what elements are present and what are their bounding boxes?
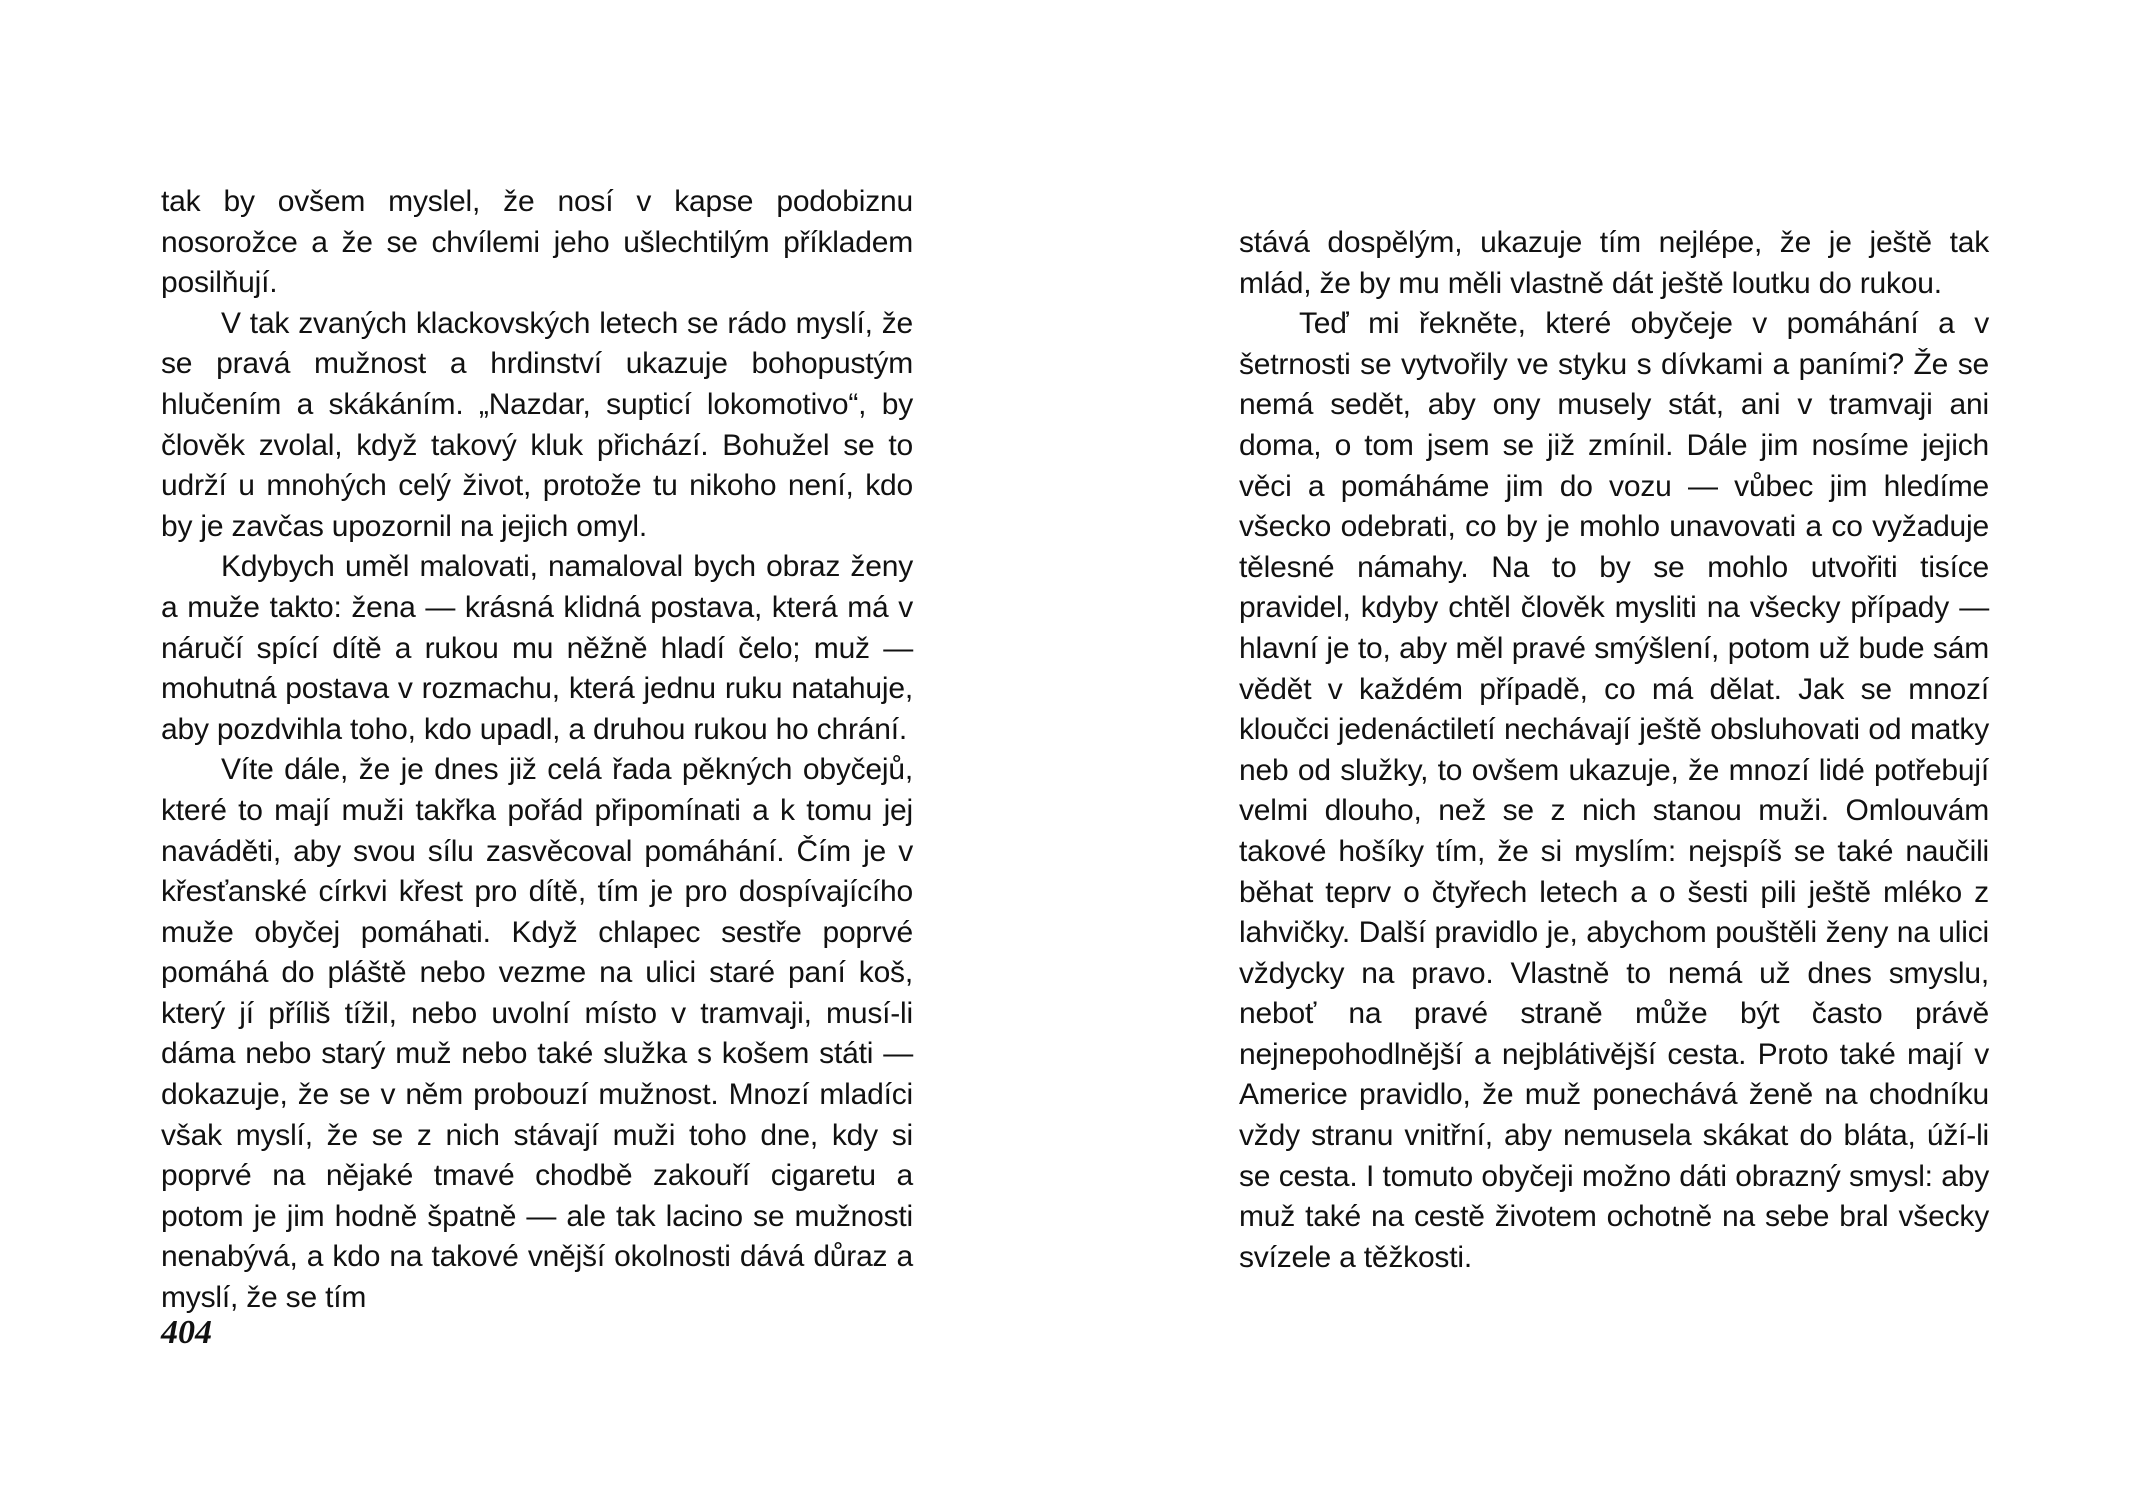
right-paragraph-2: Teď mi řekněte, které obyčeje v pomáhání a v šetrnosti se vytvořily ve styku s dívkami a paními? Že se nemá sedět, aby ony musely stát, ani v tramvaji ani doma, o tom jsem se již zmínil. Dále jim nosíme jejich věci a pomáháme jim do vozu — vůbec jim hledíme všecko odebrati, co by je mohlo unavovati a co vyžaduje tělesné námahy. Na to by se mohlo utvořiti tisíce pravidel, kdyby chtěl člověk mysliti na všecky případy — hlavní je to, aby měl pravé smýšlení, potom už bude sám vědět v každém případě, co má dělat. Jak se mnozí kloučci jedenáctiletí nechávají ještě obsluhovati od matky neb od služky, to ovšem ukazuje, že mnozí lidé potřebují velmi dlouho, než se z nich stanou muži. Omlouvám takové hošíky tím, že si myslím: nejspíš se také naučili běhat teprv o čtyřech letech a o šesti pili ještě mléko z lahvičky. Další pravidlo je, abychom pouštěli ženy na ulici vždycky na pravo. Vlastně to nemá už dnes smyslu, neboť na pravé straně může být často právě nejnepohodlnější a nejblátivější cesta. Proto také mají v Americe pravidlo, že muž ponechává ženě na chodníku vždy stranu vnitřní, aby nemusela skákat do bláta, úží-li se cesta. I tomuto obyčeji možno dáti obrazný smysl: aby muž také na cestě životem ochotně na sebe bral všecky svízele a těžkosti. xyxy=(1239,307,1989,1274)
left-page-text xyxy=(161,182,913,1319)
right-page-text xyxy=(1239,223,1989,1278)
page-number: 404 xyxy=(161,1314,212,1351)
left-paragraph-1: tak by ovšem myslel, že nosí v kapse podobiznu nosorožce a že se chvílemi jeho ušlechtilým příkladem posilňují. xyxy=(161,185,913,300)
right-page xyxy=(1069,0,2138,1500)
left-paragraph-4: Víte dále, že je dnes již celá řada pěkných obyčejů, které to mají muži takřka pořád připomínati a k tomu jej naváděti, aby svou sílu zasvěcoval pomáhání. Čím je v křesťanské církvi křest pro dítě, tím je pro dospívajícího muže obyčej pomáhati. Když chlapec sestře poprvé pomáhá do pláště nebo vezme na ulici staré paní koš, který jí příliš tížil, nebo uvolní místo v tramvaji, musí-li dáma nebo starý muž nebo také služka s košem státi — dokazuje, že se v něm probouzí mužnost. Mnozí mladíci však myslí, že se z nich stávají muži toho dne, kdy si poprvé na nějaké tmavé chodbě zakouří cigaretu a potom je jim hodně špatně — ale tak lacino se mužnosti nenabývá, a kdo na takové vnější okolnosti dává důraz a myslí, že se tím xyxy=(161,753,913,1315)
left-paragraph-2: V tak zvaných klackovských letech se rádo myslí, že se pravá mužnost a hrdinství ukazuje bohopustým hlučením a skákáním. „Nazdar, supticí lokomotivo“, by člověk zvolal, když takový kluk přichází. Bohužel se to udrží u mnohých celý život, protože tu nikoho není, kdo by je zavčas upozornil na jejich omyl. xyxy=(161,306,913,543)
right-paragraph-1: stává dospělým, ukazuje tím nejlépe, že je ještě tak mlád, že by mu měli vlastně dát ještě loutku do rukou. xyxy=(1239,226,1989,300)
left-paragraph-3: Kdybych uměl malovati, namaloval bych obraz ženy a muže takto: žena — krásná klidná postava, která má v náručí spící dítě a rukou mu něžně hladí čelo; muž — mohutná postava v rozmachu, která jednu ruku natahuje, aby pozdvihla toho, kdo upadl, a druhou rukou ho chrání. xyxy=(161,550,913,746)
